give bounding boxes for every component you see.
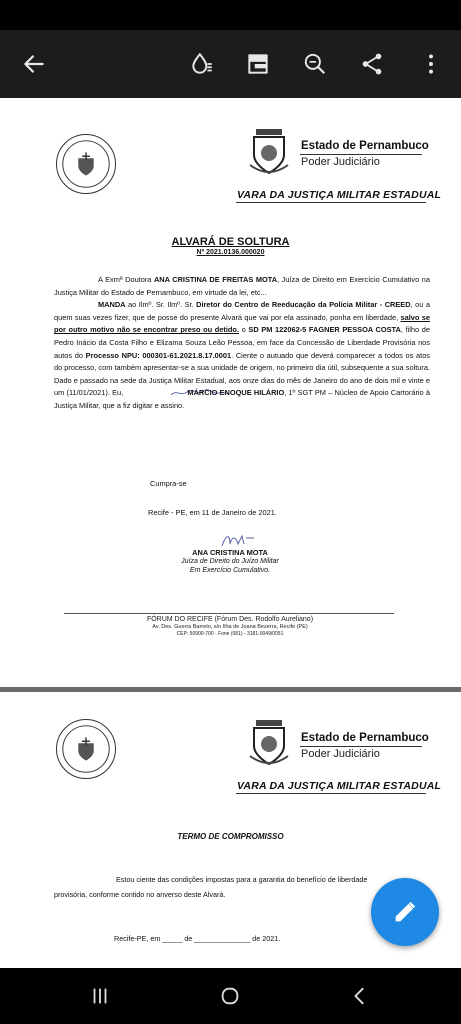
military-justice-seal: [56, 719, 116, 779]
home-circle-icon[interactable]: [210, 980, 250, 1012]
judiciary-name: Poder Judiciário: [301, 156, 380, 168]
recent-apps-icon[interactable]: [80, 980, 120, 1012]
signature-block: [140, 548, 320, 575]
share-icon[interactable]: [354, 46, 390, 82]
signing-date: Recife - PE, em 11 de Janeiro de 2021.: [148, 508, 277, 517]
pernambuco-crest: [248, 716, 290, 768]
commitment-title: TERMO DE COMPROMISSO: [177, 832, 284, 841]
judge-role-2: Em Exercício Cumulativo.: [189, 567, 271, 574]
page-layout-icon[interactable]: [240, 46, 276, 82]
court-name: VARA DA JUSTIÇA MILITAR ESTADUAL: [237, 780, 442, 792]
pencil-edit-icon: [391, 898, 419, 926]
more-vertical-icon[interactable]: [413, 46, 449, 82]
footer-forum: FÓRUM DO RECIFE (Fórum Des. Rodolfo Aureliano): [146, 616, 314, 623]
order-text: Cumpra-se: [150, 479, 187, 488]
military-justice-seal: [56, 134, 116, 194]
state-name: Estado de Pernambuco: [301, 140, 429, 152]
document-viewer[interactable]: [0, 98, 461, 968]
pernambuco-crest: [248, 125, 290, 177]
search-zoom-icon[interactable]: [297, 46, 333, 82]
document-page-1: [0, 98, 461, 687]
nav-back-icon[interactable]: [340, 980, 380, 1012]
divider: [300, 154, 422, 155]
judge-name: ANA CRISTINA MOTA: [192, 548, 268, 557]
judge-role: Juíza de Direito do Juízo Militar: [181, 558, 279, 565]
divider: [300, 746, 422, 747]
clerk-signature: [125, 388, 187, 398]
status-bar: [0, 0, 461, 30]
footer-address: Av. Des. Guerra Barreto, s/n Ilha de Joana Bezerra, Recife (PE): [152, 624, 308, 630]
judge-signature: [218, 530, 258, 550]
commitment-line-1: Estou ciente das condições impostas para a garantia do benefício de liberdade: [116, 875, 368, 884]
footer-divider: [64, 613, 394, 614]
state-name: Estado de Pernambuco: [301, 732, 429, 744]
document-body: A Exmª Doutora ANA CRISTINA DE FREITAS MOTA, Juíza de Direito em Exercício Cumulativo na Justiça Militar do Estado de Pernambuco, em virtude da lei, etc... MANDA ao Ilmº. Sr. Ilmº. Sr. Diretor do Centro de Reeducação da Polícia Militar - CREED, ou a quem suas vezes fizer, que de posse do presente Alvará que vai por ela assinado, ponha em liberdade, salvo se por outro motivo não se encontrar preso ou detido. o SD PM 122062-5 FAGNER PESSOA COSTA, filho de Pedro Inácio da Costa Filho e Elizama Souza Leão Pessoa, em face da Concessão de Liberdade Provisória nos autos do Processo NPU: 000301-61.2021.8.17.0001. Ciente o autuado que deverá comparecer a todos os atos do processo, com também apresentar-se a sua unidade de origem, no primeiro dia útil, subsequente a sua soltura. Dado e passado na sede da Justiça Militar Estadual, aos onze dias do mês de Janeiro do ano de dois mil e vinte e um (11/01/2021). Eu, MÁRCIO ENOQUE HILÁRIO, 1º SGT PM – Núcleo de Apoio Cartorário à Justiça Militar, que a fiz digitar e assino.: [54, 275, 430, 410]
court-name: VARA DA JUSTIÇA MILITAR ESTADUAL: [237, 189, 442, 201]
judiciary-name: Poder Judiciário: [301, 748, 380, 760]
pdf-toolbar: [0, 30, 461, 98]
footer-contact: CEP: 50900-700 · Fone (081) - 3181-0049/0051: [176, 631, 284, 637]
divider: [236, 793, 426, 794]
divider: [236, 202, 426, 203]
commitment-line-2: provisória, conforme contido no anverso deste Alvará.: [54, 890, 226, 899]
arrow-left-icon[interactable]: [16, 46, 52, 82]
edit-fab[interactable]: [371, 878, 439, 946]
system-nav-bar: [0, 968, 461, 1024]
commitment-date: Recife-PE, em _____ de ______________ de 2021.: [114, 934, 281, 943]
document-number: Nº 2021.0136.000020: [196, 249, 265, 256]
ink-drop-icon[interactable]: [184, 46, 220, 82]
document-title: ALVARÁ DE SOLTURA: [171, 236, 290, 248]
page-footer: [60, 616, 400, 638]
